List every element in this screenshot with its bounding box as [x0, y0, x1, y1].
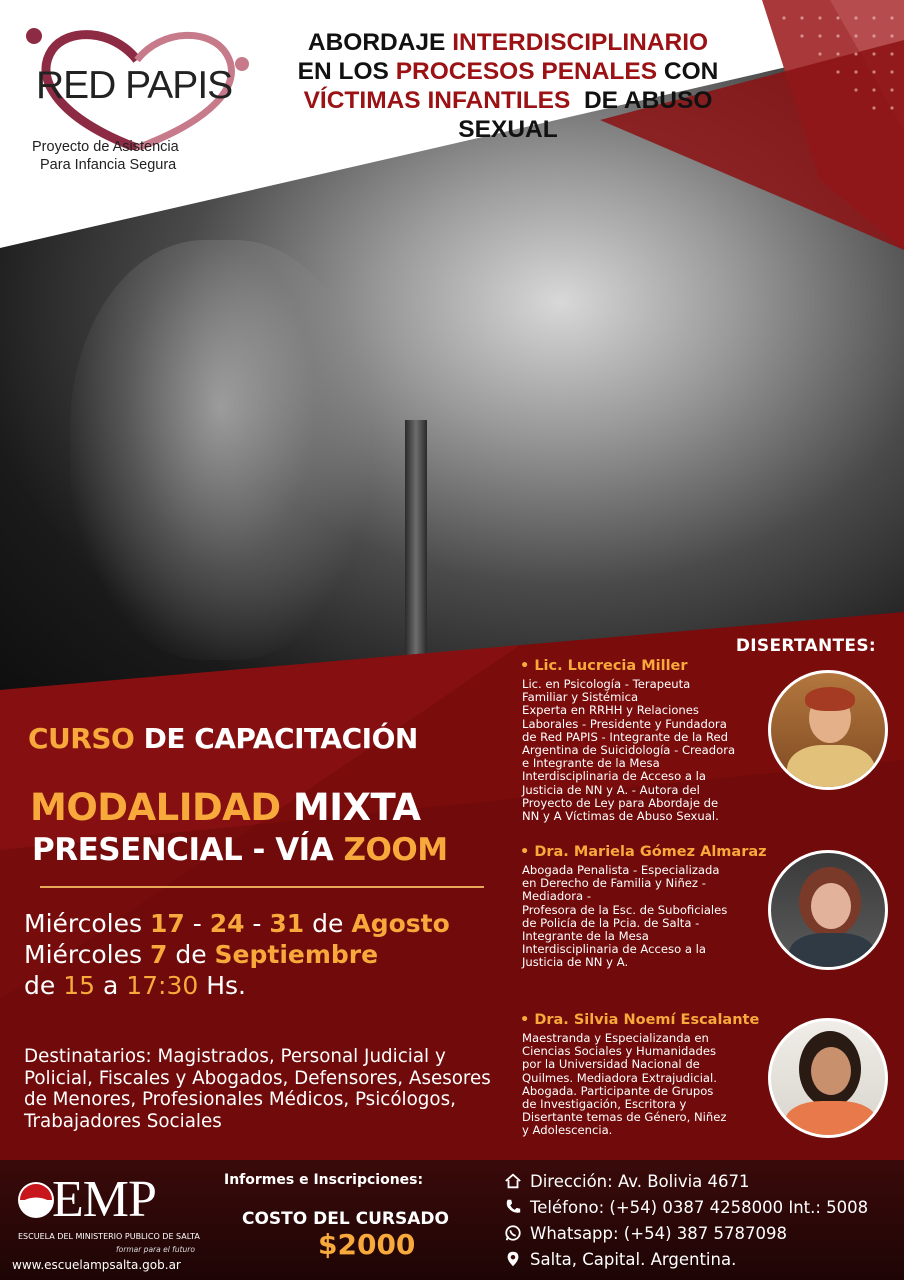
contact-location: Salta, Capital. Argentina.: [504, 1250, 736, 1269]
speaker-2-avatar: [768, 850, 888, 970]
target-audience: Destinatarios: Magistrados, Personal Judicial y Policial, Fiscales y Abogados, Defensores, Asesores de Menores, Profesionales Médicos, Psicólogos, Trabajadores Sociales: [24, 1046, 491, 1132]
speaker-2: [522, 844, 772, 970]
speaker-name: • Dra. Silvia Noemí Escalante: [520, 1012, 760, 1028]
logo-subtitle: Proyecto de Asistencia Para Infancia Segura: [32, 139, 179, 173]
speaker-bio: Abogada Penalista - Especializada en Derecho de Familia y Niñez - Mediadora - Profesora de la Esc. de Suboficiales de Policía de la Pcia. de Salta - Integrante de la Mesa Interdisciplinaria de Acceso a la Justicia de NN y A.: [522, 863, 728, 970]
contact-phone: Teléfono: (+54) 0387 4258000 Int.: 5008: [504, 1198, 868, 1217]
dot-pattern-top: [774, 8, 904, 128]
phone-icon: [504, 1198, 522, 1216]
contact-address: Dirección: Av. Bolivia 4671: [504, 1172, 750, 1191]
speaker-bio: Maestranda y Especializanda en Ciencias Sociales y Humanidades por la Universidad Nacional de Quilmes. Mediadora Extrajudicial. Abogada. Participante de Grupos de Investigación, Escritora y Disertante temas de Género, Niñez y Adolescencia.: [522, 1031, 727, 1138]
emp-logo-icon: [16, 1180, 56, 1220]
location-icon: [504, 1250, 522, 1268]
course-heading: CURSO DE CAPACITACIÓN: [28, 722, 418, 755]
emp-tagline: formar para el futuro: [116, 1245, 195, 1254]
modality-detail: PRESENCIAL - VÍA ZOOM: [32, 832, 448, 868]
speaker-3: [522, 1012, 772, 1138]
speaker-name: • Lic. Lucrecia Miller: [520, 658, 688, 674]
speaker-3-avatar: [768, 1018, 888, 1138]
speaker-1: [522, 658, 772, 823]
emp-subtitle: ESCUELA DEL MINISTERIO PUBLICO DE SALTA: [18, 1232, 200, 1241]
info-label: Informes e Inscripciones:: [224, 1172, 424, 1188]
speakers-title: DISERTANTES:: [735, 636, 876, 656]
divider: [40, 886, 484, 888]
whatsapp-icon: [504, 1224, 522, 1242]
speaker-name: • Dra. Mariela Gómez Almaraz: [520, 844, 767, 860]
logo-name: RED PAPIS: [36, 64, 233, 107]
main-title: ABORDAJE INTERDISCIPLINARIO EN LOS PROCESOS PENALES CON VÍCTIMAS INFANTILES DE ABUSO SEXUAL: [297, 29, 719, 143]
website-link[interactable]: www.escuelampsalta.gob.ar: [12, 1258, 181, 1272]
speaker-1-avatar: [768, 670, 888, 790]
course-dates: Miércoles 17 - 24 - 31 de Agosto Miércoles 7 de Septiembre de 15 a 17:30 Hs.: [24, 909, 450, 1000]
speaker-bio: Lic. en Psicología - Terapeuta Familiar y Sistémica Experta en RRHH y Relaciones Laborales - Presidente y Fundadora de Red PAPIS - Integrante de la Red Argentina de Suicidología - Creadora e Integrante de la Mesa Interdisciplinaria de Acceso a la Justicia de NN y A. - Autora del Proyecto de Ley para Abordaje de NN y A Víctimas de Abuso Sexual.: [522, 677, 736, 824]
home-icon: [504, 1172, 522, 1190]
cost-value: $2000: [318, 1228, 416, 1261]
emp-logo-text: EMP: [52, 1171, 156, 1228]
cost-label: COSTO DEL CURSADO: [242, 1209, 449, 1229]
contact-whatsapp: Whatsapp: (+54) 387 5787098: [504, 1224, 787, 1243]
modality-heading: MODALIDAD MIXTA: [30, 786, 421, 829]
